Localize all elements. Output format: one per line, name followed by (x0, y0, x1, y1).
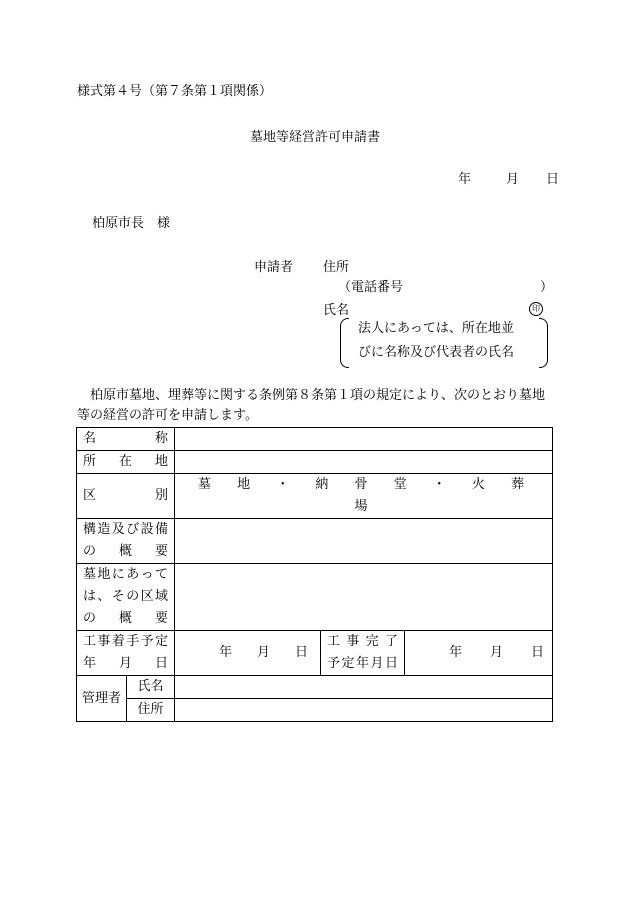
label-structure (77, 519, 175, 564)
row-manager-name (77, 676, 553, 699)
application-date (458, 172, 559, 188)
date-year: 年 (458, 172, 472, 187)
document-title: 墓地等経営許可申請書 (249, 130, 380, 145)
label-category: 区 別 (77, 474, 175, 519)
date-month: 月 (506, 172, 520, 187)
form-code: 様式第４号（第７条第１項関係） (77, 84, 273, 99)
row-name (77, 428, 553, 451)
date-day: 日 (546, 172, 560, 187)
applicant-address-label: 住所 (323, 260, 350, 275)
applicant-name-label: 氏名 (323, 303, 350, 318)
value-manager-address[interactable] (175, 699, 553, 722)
label-structure-line1: 構造及び設備 (83, 522, 168, 537)
row-structure (77, 519, 553, 564)
value-structure[interactable] (175, 519, 553, 564)
right-bracket (539, 318, 548, 368)
value-end-date[interactable] (405, 631, 553, 676)
corporate-note-line2: びに名称及び代表者の氏名 (358, 345, 515, 360)
row-manager-address (77, 699, 553, 722)
phone-close-paren: ） (540, 280, 554, 295)
label-name: 名 称 (77, 428, 175, 451)
row-location (77, 451, 553, 474)
addressee: 柏原市長 様 (92, 216, 171, 231)
application-table (76, 427, 553, 722)
start-date-ymd: 年 月 日 (219, 645, 308, 660)
label-start-line1: 工事着手予定 (83, 634, 168, 649)
value-cemetery-area[interactable] (175, 564, 553, 631)
value-category[interactable]: 墓 地 ・ 納 骨 堂 ・ 火 葬 場 (175, 474, 553, 519)
label-manager-address: 住所 (127, 699, 175, 722)
label-manager: 管理者 (77, 676, 127, 722)
label-location: 所 在 地 (77, 451, 175, 474)
label-cemetery-area (77, 564, 175, 631)
left-bracket (340, 318, 349, 368)
label-start-date (77, 631, 175, 676)
row-cemetery-area (77, 564, 553, 631)
label-manager-name: 氏名 (127, 676, 175, 699)
value-location[interactable] (175, 451, 553, 474)
row-construction-dates (77, 631, 553, 676)
applicant-label: 申請者 (254, 260, 294, 275)
label-structure-line2: の 概 要 (83, 544, 168, 559)
label-cemetery-line1: 墓地にあって (83, 567, 168, 582)
end-date-ymd: 年 月 日 (449, 645, 544, 660)
phone-number-label: （電話番号 (338, 280, 404, 295)
seal-icon: 印 (529, 302, 543, 316)
label-cemetery-line2: は、その区域 (83, 589, 168, 604)
label-cemetery-line3: の 概 要 (83, 611, 168, 626)
row-category (77, 474, 553, 519)
corporate-note-line1: 法人にあっては、所在地並 (358, 321, 514, 336)
label-end-date (321, 631, 405, 676)
value-manager-name[interactable] (175, 676, 553, 699)
value-start-date[interactable] (175, 631, 321, 676)
label-end-line2: 予定年月日 (327, 656, 398, 671)
body-text: 柏原市墓地、埋葬等に関する条例第８条第１項の規定により、次のとおり墓地等の経営の許可を申請します。 (77, 388, 546, 423)
label-end-line1: 工 事 完 了 (327, 634, 398, 649)
value-name[interactable] (175, 428, 553, 451)
corporate-note (340, 318, 548, 368)
label-start-line2: 年 月 日 (83, 656, 168, 671)
